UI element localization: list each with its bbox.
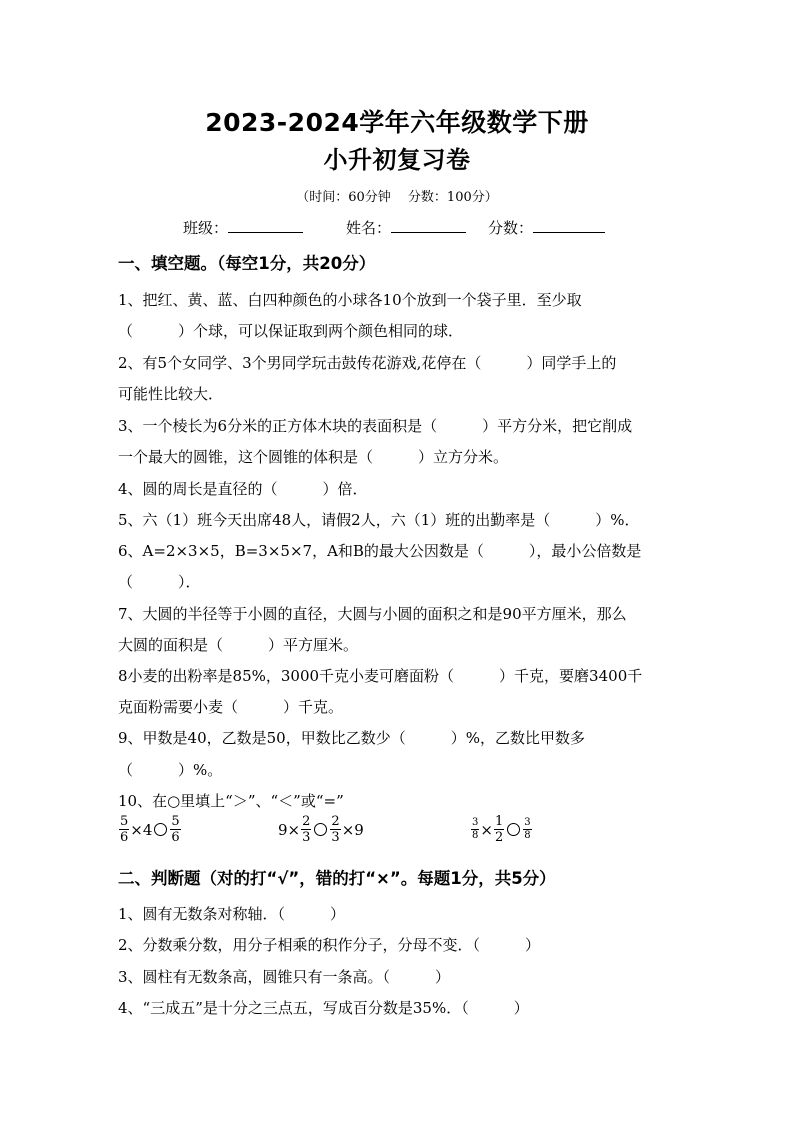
score-label: 分数： [488, 219, 534, 237]
compare-expr-2: 9× $\frac{2}{3}$ $\frac{2}{3}$ ×9 [278, 814, 364, 845]
q9-line2: （ ）%。 [118, 761, 223, 779]
q1-line2: （ ）个球，可以保证取到两个颜色相同的球． [118, 322, 464, 340]
q10-line: 10、在○里填上“＞”、“＜”或“=” [118, 792, 344, 810]
name-field [346, 217, 466, 238]
fraction: $\frac{3}{8}$ [524, 817, 531, 841]
section2-heading: 二、判断题（对的打“√”，错的打“×”。每题1分，共5分） [118, 869, 556, 888]
compare-expr-3: $\frac{3}{8}$ × $\frac{1}{2}$ $\frac{3}{8}$ [472, 814, 531, 845]
q6-line2: （ ）． [118, 573, 201, 591]
q7-line1: 7、大圆的半径等于小圆的直径，大圆与小圆的面积之和是90平方厘米，那么 [118, 605, 627, 623]
fraction: $\frac{3}{8}$ [472, 817, 479, 841]
score-blank [533, 218, 605, 233]
class-blank [228, 218, 303, 233]
j2-line: 2、分数乘分数，用分子相乘的积作分子，分母不变．（ ） [118, 936, 541, 954]
q2-line2: 可能性比较大． [118, 385, 224, 403]
q3-line1: 3、一个棱长为6分米的正方体木块的表面积是（ ）平方分米，把它削成 [118, 417, 633, 435]
compare-circle[interactable] [314, 823, 327, 836]
time-score-info: （时间：60分钟 分数：100分） [296, 190, 498, 205]
q1-line1: 1、把红、黄、蓝、白四种颜色的小球各10个放到一个袋子里．至少取 [118, 291, 582, 309]
fraction: $\frac{1}{2}$ [494, 814, 504, 845]
q8-line2: 克面粉需要小麦（ ）千克。 [118, 698, 344, 716]
fraction: $\frac{2}{3}$ [302, 814, 311, 845]
j3-line: 3、圆柱有无数条高，圆锥只有一条高。（ ） [118, 968, 451, 986]
q6-line1: 6、A=2×3×5，B=3×5×7，A和B的最大公因数是（ ），最小公倍数是 [118, 542, 642, 560]
fraction: $\frac{5}{6}$ [120, 814, 129, 845]
fraction: $\frac{5}{6}$ [171, 814, 180, 845]
score-field [488, 217, 605, 238]
section1-heading: 一、填空题。（每空1分，共20分） [118, 254, 376, 273]
j1-line: 1、圆有无数条对称轴．（ ） [118, 905, 346, 923]
q7-line2: 大圆的面积是（ ）平方厘米。 [118, 636, 359, 654]
q5-line: 5、六（1）班今天出席48人，请假2人，六（1）班的出勤率是（ ）%． [118, 511, 640, 529]
fraction: $\frac{2}{3}$ [331, 814, 340, 845]
compare-circle[interactable] [154, 823, 167, 836]
q8-line1: 8小麦的出粉率是85%，3000千克小麦可磨面粉（ ）千克，要磨3400千 [118, 667, 643, 685]
q9-line1: 9、甲数是40，乙数是50，甲数比乙数少（ ）%，乙数比甲数多 [118, 729, 585, 747]
q2-line1: 2、有5个女同学、3个男同学玩击鼓传花游戏,花停在（ ）同学手上的 [118, 354, 617, 372]
name-label: 姓名： [346, 219, 392, 237]
compare-circle[interactable] [507, 823, 520, 836]
compare-expr-1: $\frac{5}{6}$ ×4 $\frac{5}{6}$ [120, 814, 180, 845]
q3-line2: 一个最大的圆锥，这个圆锥的体积是（ ）立方分米。 [118, 448, 509, 466]
q4-line: 4、圆的周长是直径的（ ）倍． [118, 480, 368, 498]
page-title: 2023-2024学年六年级数学下册 [205, 108, 589, 137]
page-subtitle: 小升初复习卷 [323, 146, 471, 174]
class-label: 班级： [183, 219, 229, 237]
name-blank [391, 218, 466, 233]
j4-line: 4、“三成五”是十分之三点五，写成百分数是35%．（ ） [118, 999, 529, 1017]
class-field [183, 217, 303, 238]
